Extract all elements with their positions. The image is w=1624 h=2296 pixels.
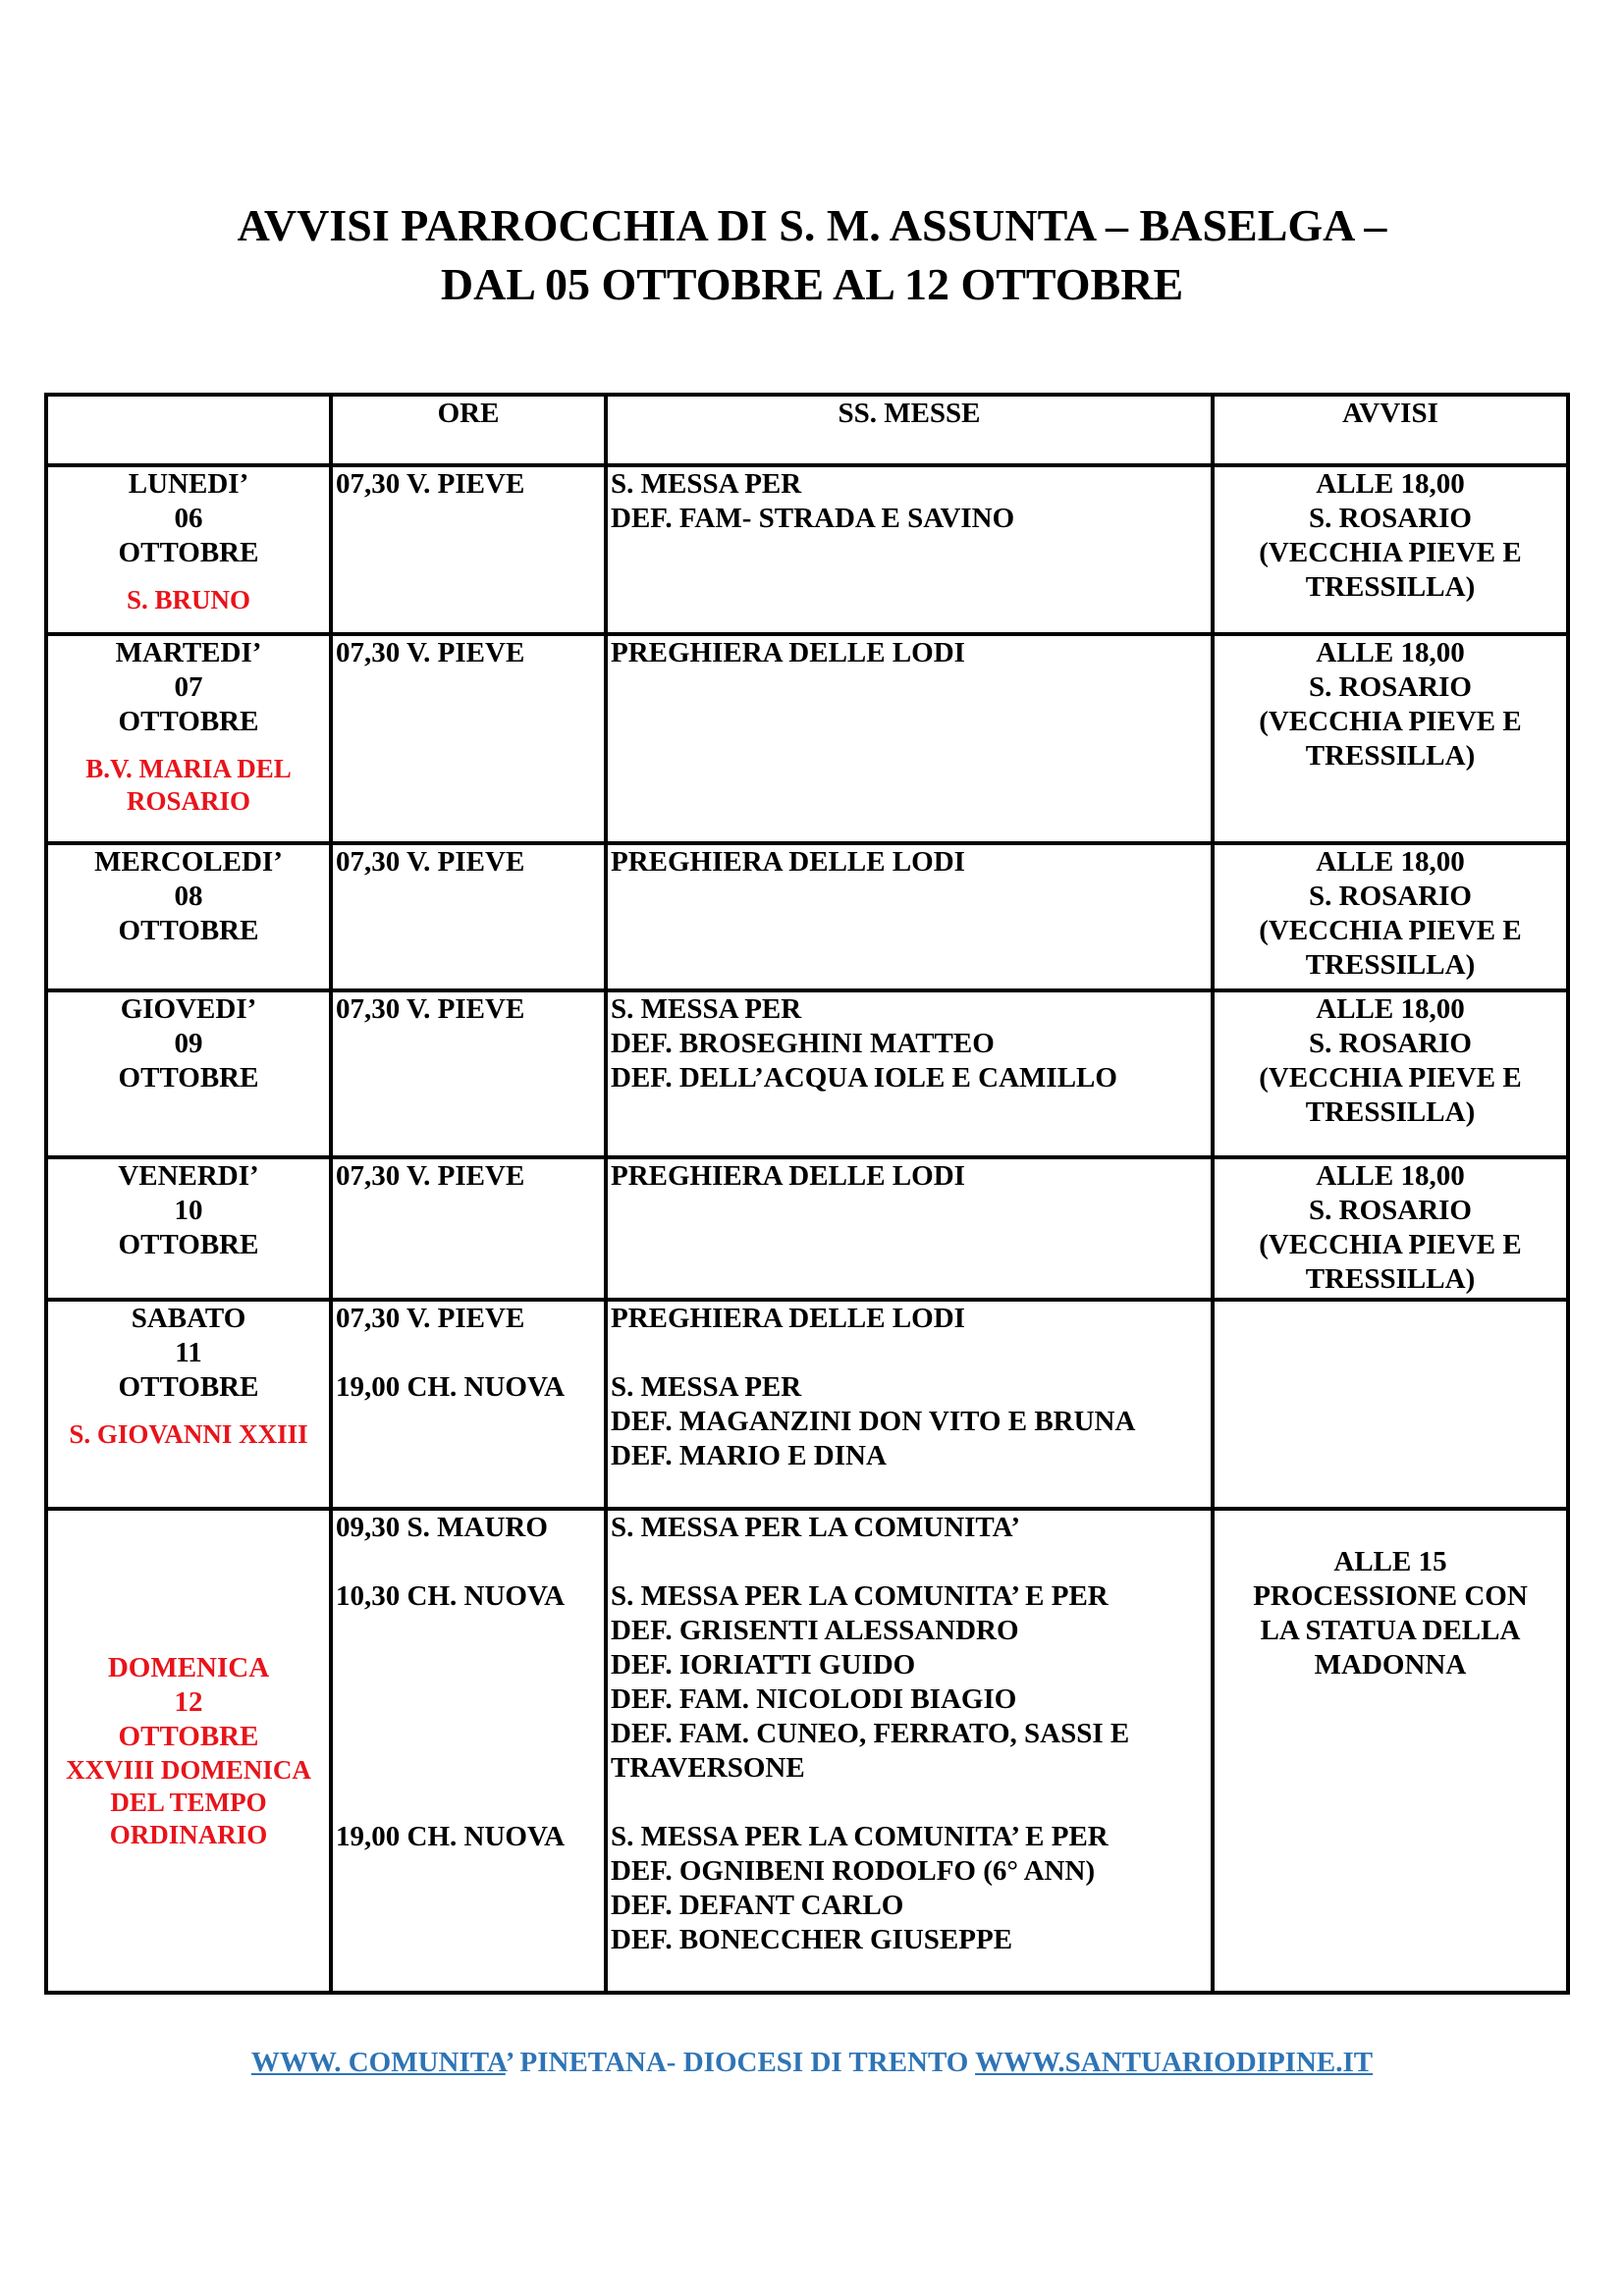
ore-line bbox=[336, 1717, 601, 1751]
messe-line: DEF. MAGANZINI DON VITO E BRUNA bbox=[611, 1406, 1136, 1437]
avvisi-line: ALLE 18,00 bbox=[1316, 993, 1465, 1025]
avvisi-line: TRESSILLA) bbox=[1305, 1263, 1476, 1295]
ore-line: 07,30 V. PIEVE bbox=[336, 993, 525, 1025]
avvisi-line: (VECCHIA PIEVE E bbox=[1259, 915, 1522, 946]
footer bbox=[0, 2047, 1624, 2079]
day-line: OTTOBRE bbox=[118, 706, 259, 737]
avvisi-line: S. ROSARIO bbox=[1309, 671, 1472, 703]
ore-line: 07,30 V. PIEVE bbox=[336, 637, 525, 668]
day-cell bbox=[46, 1300, 331, 1509]
messe-line: DEF. FAM. NICOLODI BIAGIO bbox=[611, 1683, 1017, 1715]
day-line: OTTOBRE bbox=[118, 915, 259, 946]
avvisi-line: ALLE 18,00 bbox=[1316, 468, 1465, 500]
ore-line: 07,30 V. PIEVE bbox=[336, 468, 525, 500]
ore-line: 19,00 CH. NUOVA bbox=[336, 1371, 566, 1403]
day-cell bbox=[46, 1157, 331, 1300]
feast-name bbox=[51, 1418, 326, 1451]
header-day bbox=[46, 395, 331, 465]
ore-line: 19,00 CH. NUOVA bbox=[336, 1821, 566, 1852]
avvisi-line: S. ROSARIO bbox=[1309, 1195, 1472, 1226]
messe-line: PREGHIERA DELLE LODI bbox=[611, 846, 965, 878]
schedule-table bbox=[44, 393, 1570, 1995]
ore-cell bbox=[331, 1300, 606, 1509]
avvisi-line: MADONNA bbox=[1314, 1649, 1467, 1681]
feast-line: S. GIOVANNI XXIII bbox=[69, 1419, 308, 1449]
table-row bbox=[46, 843, 1568, 990]
page-title bbox=[0, 196, 1624, 314]
day-line: VENERDI’ bbox=[118, 1160, 259, 1192]
header-avvisi: AVVISI bbox=[1213, 395, 1568, 465]
day-line: DOMENICA bbox=[107, 1651, 270, 1683]
messe-line: TRAVERSONE bbox=[611, 1752, 805, 1784]
day-line: 12 bbox=[174, 1685, 203, 1718]
ore-line bbox=[336, 1786, 601, 1820]
day-line: OTTOBRE bbox=[118, 537, 259, 568]
avvisi-line: (VECCHIA PIEVE E bbox=[1259, 1229, 1522, 1260]
avvisi-line: (VECCHIA PIEVE E bbox=[1259, 1062, 1522, 1094]
avvisi-cell bbox=[1213, 1300, 1568, 1509]
ore-line: 07,30 V. PIEVE bbox=[336, 846, 525, 878]
title-line-2: DAL 05 OTTOBRE AL 12 OTTOBRE bbox=[440, 259, 1184, 309]
messe-line: S. MESSA PER bbox=[611, 468, 802, 500]
day-line: 09 bbox=[174, 1028, 203, 1059]
ore-line bbox=[336, 1336, 601, 1370]
day-line: 10 bbox=[174, 1195, 203, 1226]
day-line: MERCOLEDI’ bbox=[94, 846, 283, 878]
avvisi-line: LA STATUA DELLA bbox=[1260, 1615, 1521, 1646]
day-line: XXVIII DOMENICA bbox=[66, 1754, 311, 1785]
ore-cell bbox=[331, 990, 606, 1157]
messe-cell bbox=[606, 465, 1213, 634]
avvisi-line: (VECCHIA PIEVE E bbox=[1259, 706, 1522, 737]
avvisi-line: ALLE 18,00 bbox=[1316, 637, 1465, 668]
table-row bbox=[46, 465, 1568, 634]
ore-line: 10,30 CH. NUOVA bbox=[336, 1580, 566, 1612]
messe-line: DEF. IORIATTI GUIDO bbox=[611, 1649, 916, 1681]
day-line: OTTOBRE bbox=[118, 1229, 259, 1260]
avvisi-cell bbox=[1213, 990, 1568, 1157]
avvisi-line: TRESSILLA) bbox=[1305, 949, 1476, 981]
title-line-1: AVVISI PARROCCHIA DI S. M. ASSUNTA – BASELGA – bbox=[237, 200, 1387, 250]
ore-line bbox=[336, 1682, 601, 1717]
table-row bbox=[46, 1157, 1568, 1300]
day-line: 06 bbox=[174, 503, 203, 534]
messe-line: S. MESSA PER bbox=[611, 1371, 802, 1403]
messe-line: PREGHIERA DELLE LODI bbox=[611, 1303, 965, 1334]
avvisi-cell bbox=[1213, 843, 1568, 990]
messe-line: DEF. DELL’ACQUA IOLE E CAMILLO bbox=[611, 1062, 1117, 1094]
messe-line: DEF. DEFANT CARLO bbox=[611, 1890, 904, 1921]
ore-cell bbox=[331, 843, 606, 990]
feast-name bbox=[51, 584, 326, 616]
ore-line bbox=[336, 1751, 601, 1786]
messe-line: S. MESSA PER LA COMUNITA’ E PER bbox=[611, 1821, 1109, 1852]
day-line: 07 bbox=[174, 671, 203, 703]
ore-line bbox=[336, 1648, 601, 1682]
header-ore: ORE bbox=[331, 395, 606, 465]
avvisi-line: ALLE 18,00 bbox=[1316, 846, 1465, 878]
feast-line: B.V. MARIA DEL bbox=[85, 754, 292, 783]
messe-line: DEF. OGNIBENI RODOLFO (6° ANN) bbox=[611, 1855, 1096, 1887]
messe-line: S. MESSA PER LA COMUNITA’ bbox=[611, 1512, 1021, 1543]
footer-link-santuario[interactable]: WWW.SANTUARIODIPINE.IT bbox=[975, 2047, 1374, 2078]
table-row bbox=[46, 990, 1568, 1157]
messe-cell bbox=[606, 990, 1213, 1157]
ore-line: 07,30 V. PIEVE bbox=[336, 1160, 525, 1192]
avvisi-line: S. ROSARIO bbox=[1309, 503, 1472, 534]
avvisi-line: TRESSILLA) bbox=[1305, 571, 1476, 603]
footer-text: ’ PINETANA- DIOCESI DI TRENTO bbox=[505, 2047, 976, 2078]
messe-cell bbox=[606, 1300, 1213, 1509]
ore-cell bbox=[331, 465, 606, 634]
avvisi-line: TRESSILLA) bbox=[1305, 1096, 1476, 1128]
table-row bbox=[46, 1300, 1568, 1509]
avvisi-line: TRESSILLA) bbox=[1305, 740, 1476, 772]
ore-cell bbox=[331, 634, 606, 843]
messe-cell bbox=[606, 843, 1213, 990]
messe-line: S. MESSA PER LA COMUNITA’ E PER bbox=[611, 1580, 1109, 1612]
avvisi-line: (VECCHIA PIEVE E bbox=[1259, 537, 1522, 568]
messe-cell bbox=[606, 634, 1213, 843]
table-row bbox=[46, 634, 1568, 843]
avvisi-cell bbox=[1213, 1509, 1568, 1993]
avvisi-line: S. ROSARIO bbox=[1309, 881, 1472, 912]
ore-line bbox=[336, 1614, 601, 1648]
messe-line: DEF. GRISENTI ALESSANDRO bbox=[611, 1615, 1019, 1646]
messe-line: S. MESSA PER bbox=[611, 993, 802, 1025]
messe-line: PREGHIERA DELLE LODI bbox=[611, 637, 965, 668]
messe-line: DEF. MARIO E DINA bbox=[611, 1440, 887, 1471]
messe-line: DEF. BONECCHER GIUSEPPE bbox=[611, 1924, 1013, 1955]
day-line: OTTOBRE bbox=[118, 1062, 259, 1094]
messe-line: DEF. FAM- STRADA E SAVINO bbox=[611, 503, 1015, 534]
header-messe: SS. MESSE bbox=[606, 395, 1213, 465]
messe-cell bbox=[606, 1509, 1213, 1993]
table-row bbox=[46, 1509, 1568, 1993]
day-cell bbox=[46, 990, 331, 1157]
avvisi-line bbox=[1218, 1511, 1563, 1545]
day-line: OTTOBRE bbox=[118, 1371, 259, 1403]
avvisi-line: ALLE 18,00 bbox=[1316, 1160, 1465, 1192]
messe-line bbox=[611, 1336, 1208, 1370]
day-cell bbox=[46, 1509, 331, 1993]
feast-line: ROSARIO bbox=[126, 786, 251, 816]
day-line: LUNEDI’ bbox=[128, 468, 249, 500]
messe-line: DEF. FAM. CUNEO, FERRATO, SASSI E bbox=[611, 1718, 1130, 1749]
day-cell bbox=[46, 843, 331, 990]
day-line: GIOVEDI’ bbox=[120, 993, 257, 1025]
header-row bbox=[46, 395, 1568, 465]
avvisi-cell bbox=[1213, 634, 1568, 843]
avvisi-cell bbox=[1213, 465, 1568, 634]
day-line: ORDINARIO bbox=[109, 1819, 268, 1849]
day-cell bbox=[46, 634, 331, 843]
ore-line bbox=[336, 1545, 601, 1579]
footer-link-comunita[interactable]: WWW. COMUNITA bbox=[250, 2047, 506, 2078]
ore-cell bbox=[331, 1509, 606, 1993]
messe-line: DEF. BROSEGHINI MATTEO bbox=[611, 1028, 995, 1059]
day-line: OTTOBRE bbox=[118, 1720, 259, 1752]
day-line: MARTEDI’ bbox=[115, 637, 262, 668]
avvisi-line: ALLE 15 bbox=[1333, 1546, 1447, 1577]
avvisi-line: PROCESSIONE CON bbox=[1253, 1580, 1528, 1612]
avvisi-line: S. ROSARIO bbox=[1309, 1028, 1472, 1059]
day-line: DEL TEMPO bbox=[110, 1787, 267, 1817]
ore-line: 09,30 S. MAURO bbox=[336, 1512, 548, 1543]
messe-cell bbox=[606, 1157, 1213, 1300]
ore-line: 07,30 V. PIEVE bbox=[336, 1303, 525, 1334]
schedule-body bbox=[46, 465, 1568, 1993]
messe-line bbox=[611, 1545, 1208, 1579]
feast-line: S. BRUNO bbox=[126, 585, 251, 614]
day-line: SABATO bbox=[131, 1303, 246, 1334]
avvisi-cell bbox=[1213, 1157, 1568, 1300]
ore-cell bbox=[331, 1157, 606, 1300]
messe-line bbox=[611, 1786, 1208, 1820]
day-line: 11 bbox=[175, 1337, 202, 1368]
feast-name bbox=[51, 753, 326, 818]
messe-line: PREGHIERA DELLE LODI bbox=[611, 1160, 965, 1192]
day-cell bbox=[46, 465, 331, 634]
day-line: 08 bbox=[174, 881, 203, 912]
